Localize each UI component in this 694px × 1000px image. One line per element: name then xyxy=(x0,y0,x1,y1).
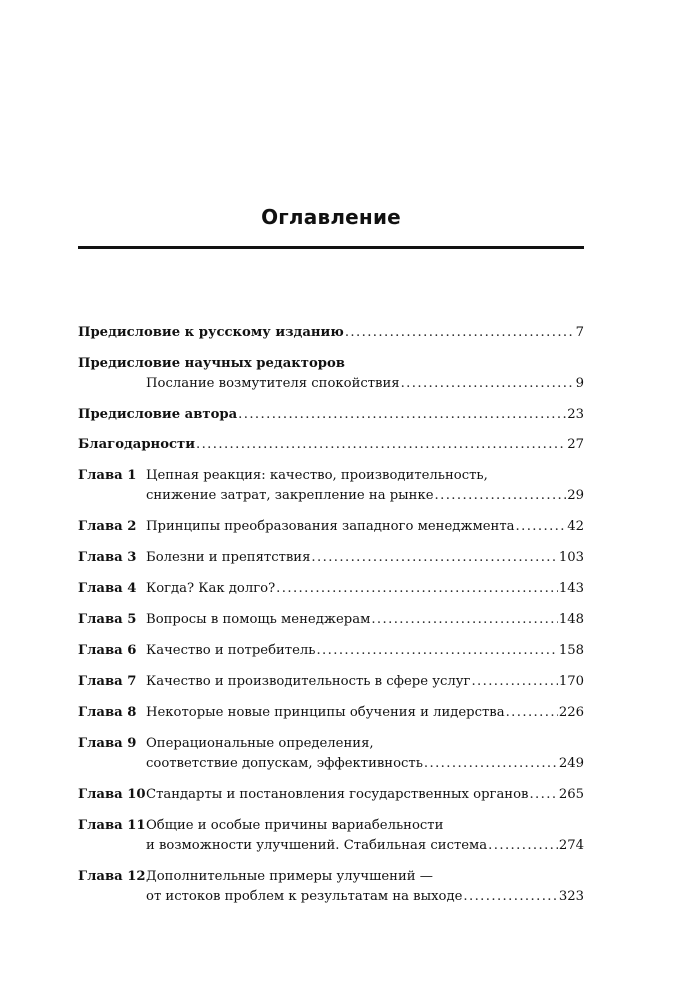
leader-dots xyxy=(345,323,575,343)
chapter-number: Глава 7 xyxy=(78,674,137,689)
chapter-number: Глава 2 xyxy=(78,519,137,534)
leader-dots xyxy=(276,579,558,599)
leader-dots xyxy=(463,887,557,907)
toc-entry-label: Цепная реакция: качество, производительность, xyxy=(146,468,488,483)
toc-entry-label: Когда? Как долго? xyxy=(146,581,276,596)
chapter-number: Глава 4 xyxy=(78,581,137,596)
toc-page-number: 9 xyxy=(575,376,584,391)
toc-page-number: 23 xyxy=(567,407,584,422)
chapter-number: Глава 11 xyxy=(78,818,146,833)
toc-page-number: 29 xyxy=(567,488,584,503)
toc-entry-label: Некоторые новые принципы обучения и лидерства xyxy=(146,705,505,720)
toc-entry-foreword-sci xyxy=(78,354,584,374)
toc-page-number: 323 xyxy=(558,889,584,904)
toc-entry-acknowledgements[interactable] xyxy=(78,435,584,455)
toc-page-number: 249 xyxy=(558,756,584,771)
leader-dots xyxy=(311,548,557,568)
leader-dots xyxy=(529,785,557,805)
toc-entry-chapter-1[interactable] xyxy=(146,486,584,506)
chapter-number: Глава 12 xyxy=(78,869,146,884)
toc-entry-chapter-7[interactable] xyxy=(146,672,584,692)
leader-dots xyxy=(488,836,558,856)
toc-page-number: 158 xyxy=(558,643,584,658)
toc-entry-label: Качество и производительность в сфере услуг xyxy=(146,674,471,689)
toc-entry-label: Общие и особые причины вариабельности xyxy=(146,818,444,833)
leader-dots xyxy=(516,517,567,537)
toc-entry-label: Предисловие к русскому изданию xyxy=(78,325,344,340)
toc-entry-label: Вопросы в помощь менеджерам xyxy=(146,612,371,627)
chapter-number: Глава 1 xyxy=(78,468,137,483)
leader-dots xyxy=(435,486,567,506)
toc-page-number: 274 xyxy=(558,838,584,853)
toc-entry-foreword-author[interactable] xyxy=(78,405,584,425)
leader-dots xyxy=(471,672,557,692)
toc-entry-label: Принципы преобразования западного менеджмента xyxy=(146,519,515,534)
toc-entry-chapter-12[interactable] xyxy=(146,887,584,907)
leader-dots xyxy=(196,435,566,455)
toc-entry-label: соответствие допускам, эффективность xyxy=(146,756,423,771)
chapter-number: Глава 5 xyxy=(78,612,137,627)
toc-entry-label: Предисловие автора xyxy=(78,407,238,422)
toc-entry-label: снижение затрат, закрепление на рынке xyxy=(146,488,434,503)
toc-page-number: 42 xyxy=(567,519,584,534)
toc-entry-label: Болезни и препятствия xyxy=(146,550,311,565)
chapter-number: Глава 9 xyxy=(78,736,137,751)
toc-entry-chapter-8[interactable] xyxy=(146,703,584,723)
toc-entry-label: от истоков проблем к результатам на выходе xyxy=(146,889,463,904)
toc-page-number: 148 xyxy=(558,612,584,627)
toc-entry-chapter-3[interactable] xyxy=(146,548,584,568)
toc-page-number: 143 xyxy=(558,581,584,596)
toc-entry-chapter-11-line1 xyxy=(146,816,584,836)
toc-entry-chapter-6[interactable] xyxy=(146,641,584,661)
leader-dots xyxy=(238,405,566,425)
toc-entry-chapter-11[interactable] xyxy=(146,836,584,856)
leader-dots xyxy=(371,610,558,630)
chapter-number: Глава 8 xyxy=(78,705,137,720)
toc-entry-label: и возможности улучшений. Стабильная система xyxy=(146,838,488,853)
toc-entry-label: Стандарты и постановления государственных органов xyxy=(146,787,529,802)
page-title: Оглавление xyxy=(261,205,401,229)
toc-page-number: 170 xyxy=(558,674,584,689)
toc-entry-foreword-ru[interactable] xyxy=(78,323,584,343)
leader-dots xyxy=(316,641,557,661)
toc-entry-chapter-12-line1 xyxy=(146,867,584,887)
toc-entry-label: Предисловие научных редакторов xyxy=(78,356,345,371)
toc-entry-chapter-9-line1 xyxy=(146,734,584,754)
toc-entry-label: Качество и потребитель xyxy=(146,643,316,658)
toc-entry-label: Дополнительные примеры улучшений — xyxy=(146,869,433,884)
toc-page-number: 7 xyxy=(575,325,584,340)
leader-dots xyxy=(401,374,575,394)
toc-page-number: 226 xyxy=(558,705,584,720)
toc-entry-label: Послание возмутителя спокойствия xyxy=(146,376,400,391)
leader-dots xyxy=(506,703,558,723)
toc-entry-chapter-9[interactable] xyxy=(146,754,584,774)
toc-entry-chapter-1-line1 xyxy=(146,466,584,486)
toc-page-number: 265 xyxy=(558,787,584,802)
toc-entry-chapter-5[interactable] xyxy=(146,610,584,630)
toc-page-number: 27 xyxy=(567,437,584,452)
chapter-number: Глава 6 xyxy=(78,643,137,658)
toc-entry-label: Операциональные определения, xyxy=(146,736,374,751)
toc-entry-chapter-2[interactable] xyxy=(146,517,584,537)
toc-entry-chapter-4[interactable] xyxy=(146,579,584,599)
toc-entry-foreword-sci-sub[interactable] xyxy=(146,374,584,394)
leader-dots xyxy=(424,754,558,774)
toc-page-number: 103 xyxy=(558,550,584,565)
chapter-number: Глава 3 xyxy=(78,550,137,565)
chapter-number: Глава 10 xyxy=(78,787,146,802)
toc-entry-chapter-10[interactable] xyxy=(146,785,584,805)
toc-entry-label: Благодарности xyxy=(78,437,195,452)
